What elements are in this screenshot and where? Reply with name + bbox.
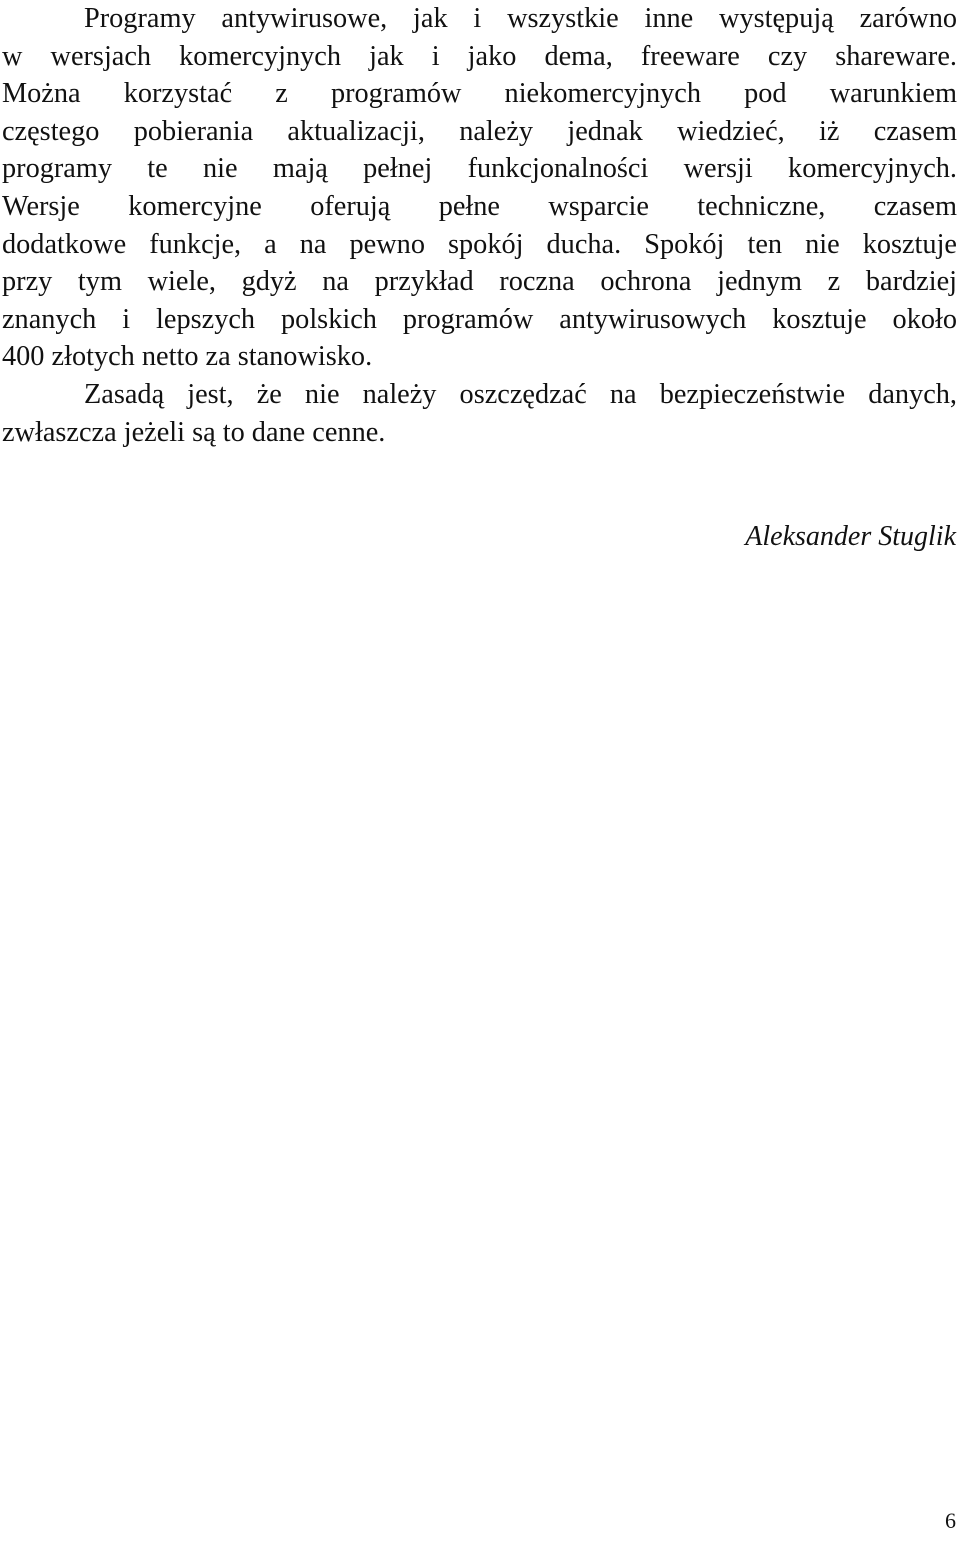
paragraph-line: Można korzystać z programów niekomercyjnych pod warunkiem xyxy=(2,78,957,110)
page-number: 6 xyxy=(945,1508,956,1533)
paragraph-line: dodatkowe funkcje, a na pewno spokój ducha. Spokój ten nie kosztuje xyxy=(2,228,957,260)
paragraph-line: Wersje komercyjne oferują pełne wsparcie techniczne, czasem xyxy=(2,190,957,222)
paragraph-1 xyxy=(2,0,957,376)
paragraph-line: przy tym wiele, gdyż na przykład roczna ochrona jednym z bardziej xyxy=(2,266,957,298)
paragraph-line: zwłaszcza jeżeli są to dane cenne. xyxy=(2,416,386,448)
paragraph-line: 400 złotych netto za stanowisko. xyxy=(2,341,373,373)
paragraph-line: częstego pobierania aktualizacji, należy jednak wiedzieć, iż czasem xyxy=(2,115,957,147)
paragraph-2 xyxy=(2,376,957,451)
paragraph-line: znanych i lepszych polskich programów antywirusowych kosztuje około xyxy=(2,303,957,335)
paragraph-line: Zasadą jest, że nie należy oszczędzać na bezpieczeństwie danych, xyxy=(84,378,957,410)
paragraph-line: w wersjach komercyjnych jak i jako dema, freeware czy shareware. xyxy=(2,40,957,72)
paragraph-line: Programy antywirusowe, jak i wszystkie inne występują zarówno xyxy=(84,3,957,34)
author-signature: Aleksander Stuglik xyxy=(745,521,956,552)
body-text xyxy=(2,0,957,451)
paragraph-line: programy te nie mają pełnej funkcjonalności wersji komercyjnych. xyxy=(2,153,957,185)
